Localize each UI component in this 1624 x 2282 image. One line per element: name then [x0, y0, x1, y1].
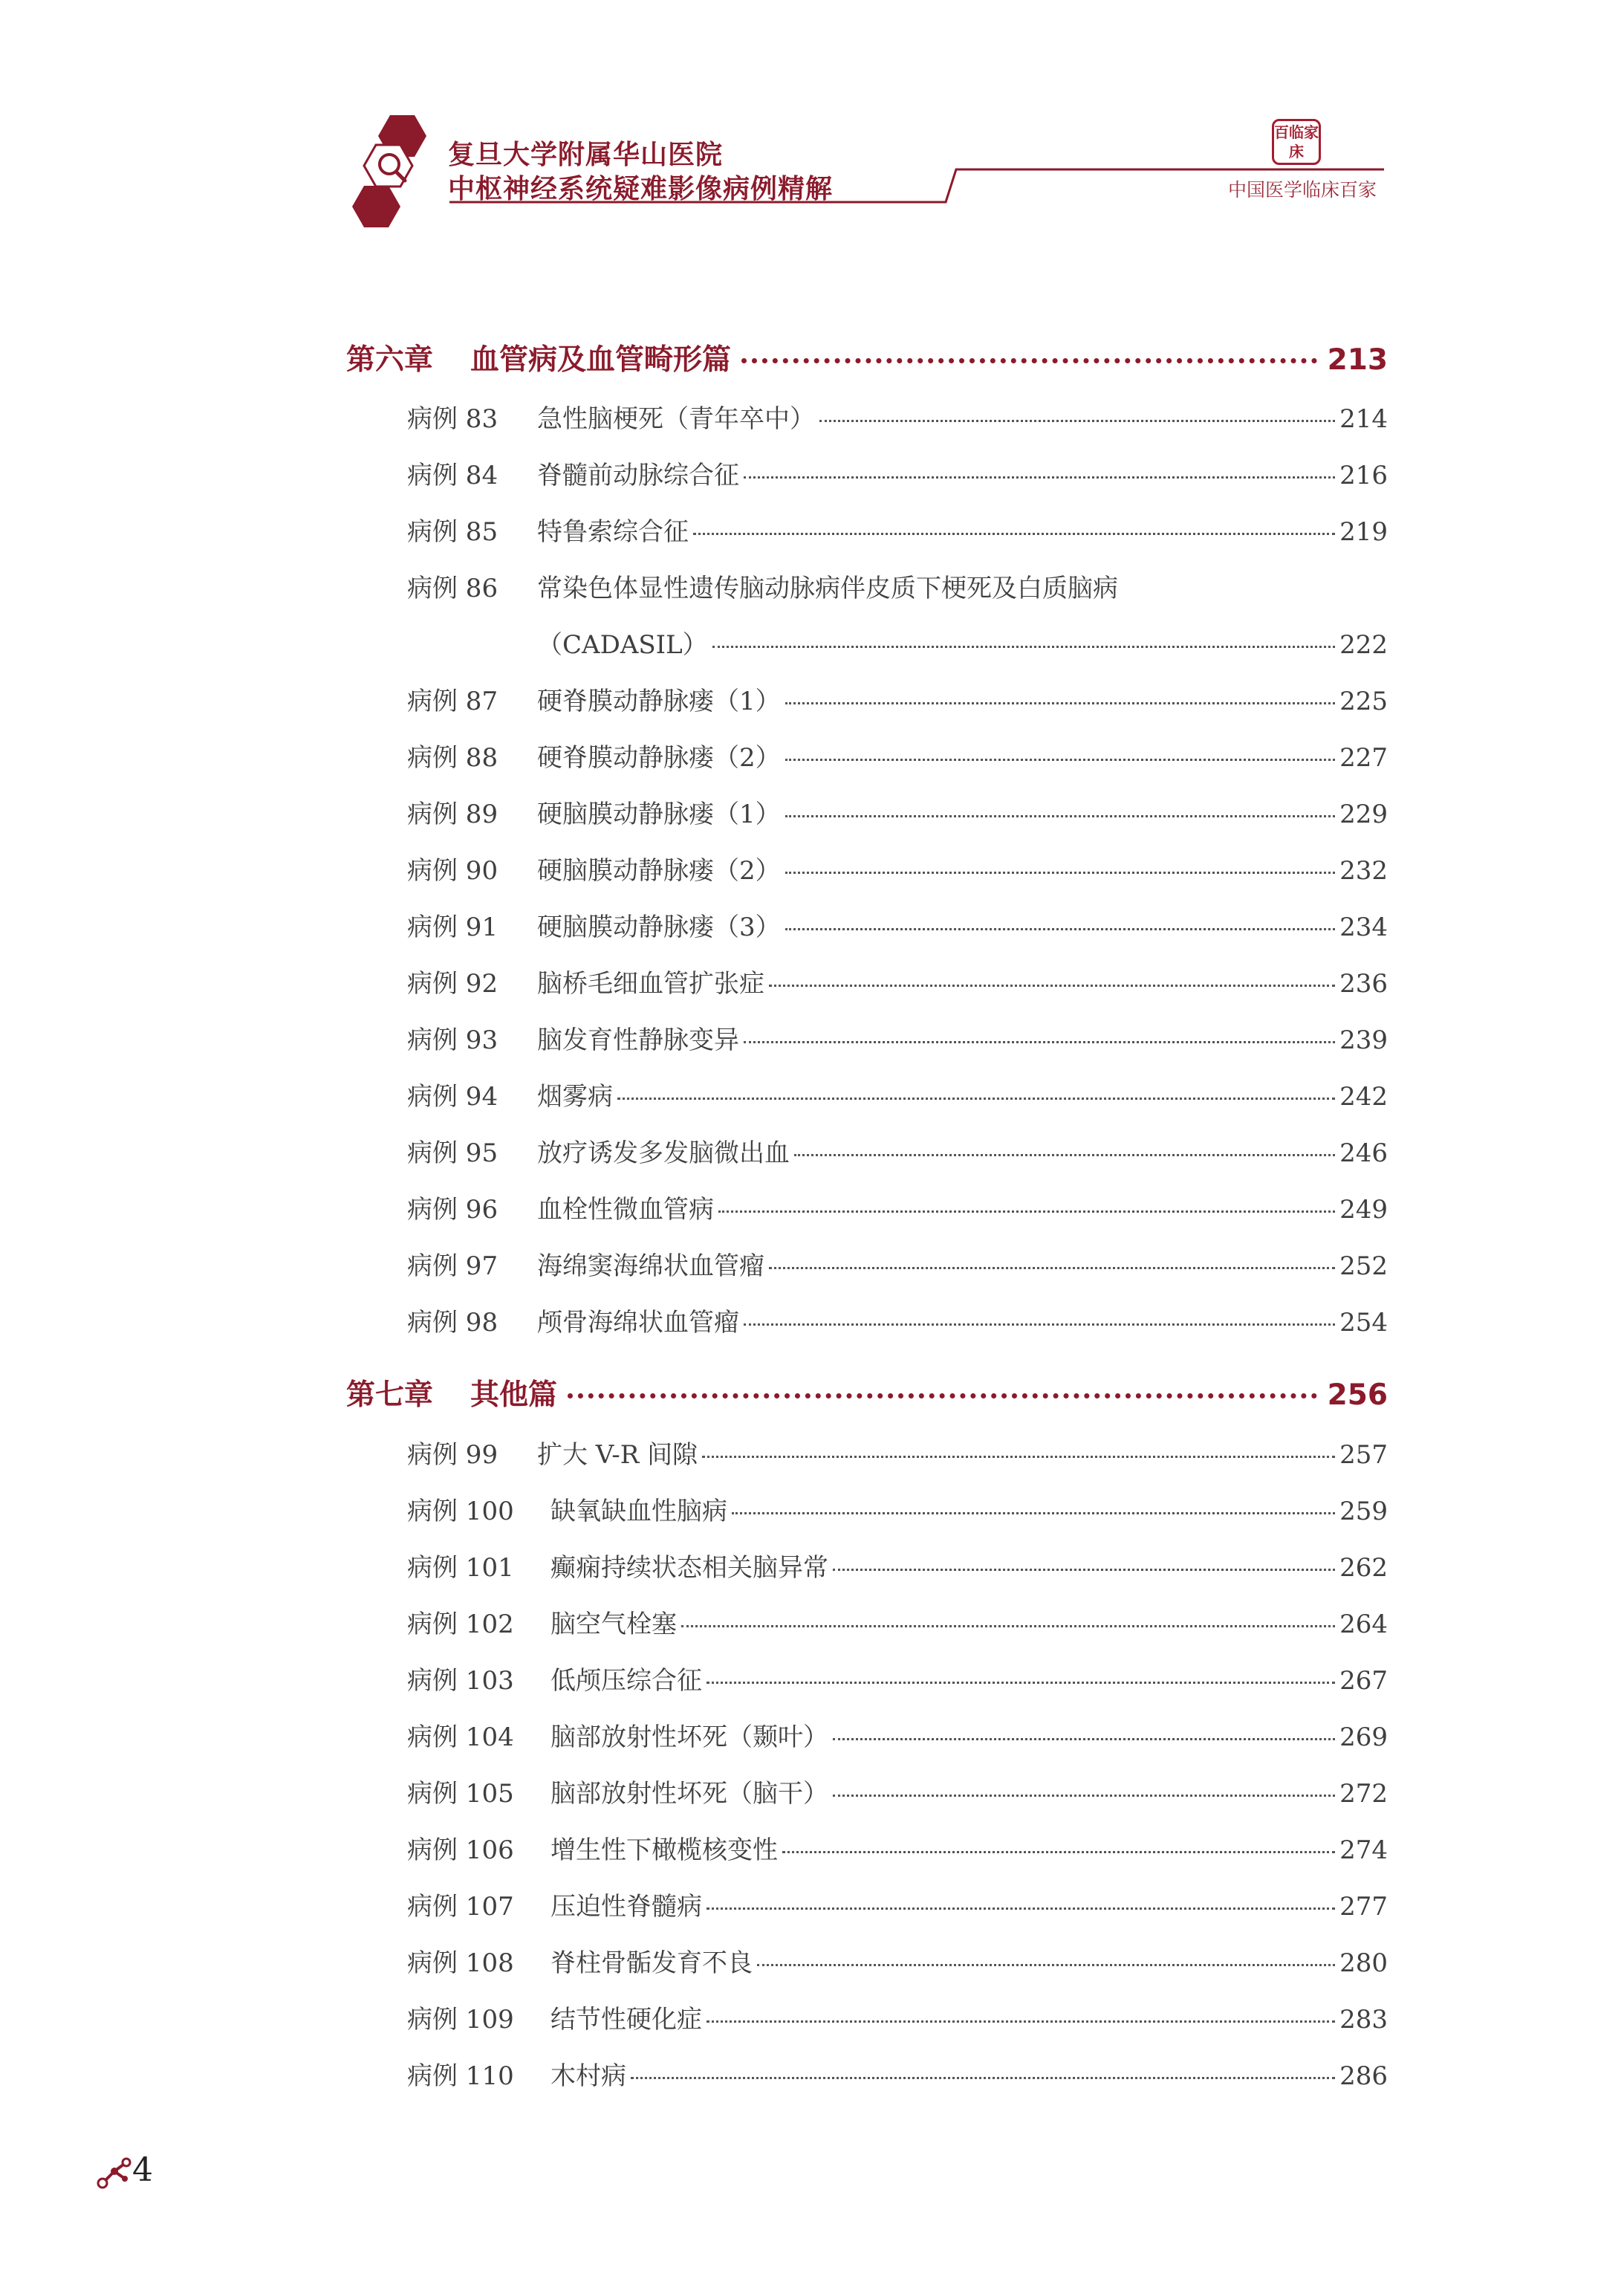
case-page: 249	[1339, 1195, 1388, 1225]
case-title: 硬脑膜动静脉瘘（1）	[537, 800, 781, 829]
case-title: 脑部放射性坏死（脑干）	[550, 1779, 828, 1809]
dot-leader	[741, 358, 1317, 363]
case-number: 病例 86	[407, 574, 498, 603]
dot-leader	[718, 1210, 1335, 1213]
case-number: 病例 93	[407, 1025, 498, 1055]
page-header	[0, 0, 1624, 238]
dot-leader	[782, 1851, 1335, 1853]
case-page: 214	[1339, 404, 1388, 434]
chapter-title: 其他篇	[470, 1378, 558, 1412]
toc-entry[interactable]	[407, 2055, 1388, 2091]
case-number: 病例 110	[407, 2061, 514, 2091]
case-page: 222	[1339, 630, 1388, 660]
dot-leader	[693, 533, 1335, 535]
case-number: 病例 98	[407, 1308, 498, 1338]
case-number: 病例 85	[407, 517, 498, 547]
case-page: 254	[1339, 1308, 1388, 1338]
case-number: 病例 89	[407, 800, 498, 829]
toc-chapter-7[interactable]	[346, 1372, 1388, 1413]
case-page: 232	[1339, 856, 1388, 886]
case-page: 252	[1339, 1251, 1388, 1281]
case-page: 286	[1339, 2061, 1388, 2091]
case-title: 放疗诱发多发脑微出血	[537, 1138, 790, 1168]
toc-chapter-6[interactable]	[346, 337, 1388, 378]
case-page: 229	[1339, 800, 1388, 829]
case-title: 急性脑梗死（青年卒中）	[537, 404, 815, 434]
case-number: 病例 100	[407, 1497, 514, 1526]
toc-entry[interactable]	[407, 1302, 1388, 1338]
case-number: 病例 88	[407, 743, 498, 773]
toc-entry[interactable]	[407, 907, 1388, 942]
case-page: 227	[1339, 743, 1388, 773]
case-page: 280	[1339, 1948, 1388, 1978]
case-number: 病例 83	[407, 404, 498, 434]
toc-entry[interactable]	[407, 1020, 1388, 1055]
dot-leader	[769, 1267, 1335, 1269]
dot-leader	[681, 1625, 1335, 1627]
case-number: 病例 92	[407, 969, 498, 999]
chapter-page: 256	[1327, 1378, 1388, 1412]
toc-entry[interactable]	[407, 455, 1388, 490]
toc-entry[interactable]	[407, 511, 1388, 547]
case-title: 硬脑膜动静脉瘘（2）	[537, 856, 781, 886]
case-title: 海绵窦海绵状血管瘤	[537, 1251, 764, 1281]
case-title: （CADASIL）	[537, 630, 708, 660]
toc-entry[interactable]	[407, 1604, 1388, 1639]
case-page: 262	[1339, 1553, 1388, 1583]
case-number: 病例 99	[407, 1440, 498, 1470]
case-number: 病例 105	[407, 1779, 514, 1809]
toc-entry[interactable]	[407, 1717, 1388, 1752]
case-title: 低颅压综合征	[550, 1666, 702, 1696]
dot-leader	[794, 1154, 1335, 1156]
case-title: 常染色体显性遗传脑动脉病伴皮质下梗死及白质脑病	[537, 574, 1118, 603]
toc-entry[interactable]	[407, 1189, 1388, 1225]
toc-entry[interactable]	[407, 1942, 1388, 1978]
case-page: 257	[1339, 1440, 1388, 1470]
dot-leader	[785, 872, 1335, 874]
toc-entry[interactable]	[407, 1547, 1388, 1583]
dot-leader	[744, 1323, 1335, 1326]
case-page: 239	[1339, 1025, 1388, 1055]
case-title: 木村病	[550, 2061, 626, 2091]
hexagon-magnifier-logo-icon	[349, 115, 453, 234]
case-title: 颅骨海绵状血管瘤	[537, 1308, 739, 1338]
toc-entry[interactable]	[407, 794, 1388, 829]
dot-leader	[833, 1738, 1335, 1740]
case-title: 脊柱骨骺发育不良	[550, 1948, 753, 1978]
case-number: 病例 108	[407, 1948, 514, 1978]
dot-leader	[769, 985, 1335, 987]
case-title: 脊髓前动脉综合征	[537, 461, 739, 490]
toc-entry[interactable]	[407, 681, 1388, 716]
toc-entry[interactable]	[407, 1434, 1388, 1470]
case-page: 242	[1339, 1082, 1388, 1112]
toc-entry[interactable]	[407, 963, 1388, 999]
case-title: 烟雾病	[537, 1082, 613, 1112]
case-title: 结节性硬化症	[550, 2005, 702, 2035]
case-title: 硬脊膜动静脉瘘（2）	[537, 743, 781, 773]
toc-entry[interactable]	[407, 1132, 1388, 1168]
case-number: 病例 87	[407, 687, 498, 716]
case-title: 增生性下橄榄核变性	[550, 1835, 778, 1865]
case-page: 267	[1339, 1666, 1388, 1696]
toc-entry[interactable]	[407, 1773, 1388, 1809]
case-title: 脑空气栓塞	[550, 1610, 677, 1639]
case-title: 癫痫持续状态相关脑异常	[550, 1553, 828, 1583]
case-number: 病例 95	[407, 1138, 498, 1168]
toc-entry[interactable]	[407, 1829, 1388, 1865]
series-name: 中国医学临床百家	[1228, 179, 1377, 201]
chapter-title: 血管病及血管畸形篇	[470, 343, 732, 377]
toc-entry[interactable]	[407, 1245, 1388, 1281]
toc-entry-continuation[interactable]	[537, 624, 1388, 660]
case-number: 病例 94	[407, 1082, 498, 1112]
dot-leader	[785, 759, 1335, 761]
toc-entry[interactable]	[407, 1076, 1388, 1112]
case-number: 病例 90	[407, 856, 498, 886]
case-title: 脑桥毛细血管扩张症	[537, 969, 764, 999]
molecule-icon	[95, 2155, 134, 2189]
case-page: 283	[1339, 2005, 1388, 2035]
toc-entry[interactable]	[407, 850, 1388, 886]
book-title: 中枢神经系统疑难影像病例精解	[448, 174, 834, 204]
dot-leader	[785, 702, 1335, 704]
toc-entry[interactable]	[407, 737, 1388, 773]
page-number: 4	[132, 2151, 153, 2189]
chapter-label: 第七章	[346, 1378, 434, 1412]
dot-leader	[631, 2077, 1335, 2079]
case-page: 274	[1339, 1835, 1388, 1865]
case-page: 246	[1339, 1138, 1388, 1168]
case-page: 264	[1339, 1610, 1388, 1639]
dot-leader	[785, 928, 1335, 930]
case-page: 259	[1339, 1497, 1388, 1526]
toc-entry[interactable]	[407, 1660, 1388, 1696]
case-page: 272	[1339, 1779, 1388, 1809]
chapter-page: 213	[1327, 343, 1388, 377]
toc-entry[interactable]	[407, 398, 1388, 434]
hospital-name: 复旦大学附属华山医院	[448, 140, 724, 170]
dot-leader	[707, 1907, 1335, 1910]
dot-leader	[819, 420, 1335, 422]
dot-leader	[744, 476, 1335, 479]
dot-leader	[757, 1964, 1335, 1966]
dot-leader	[568, 1393, 1317, 1398]
case-number: 病例 109	[407, 2005, 514, 2035]
dot-leader	[617, 1098, 1335, 1100]
dot-leader	[833, 1569, 1335, 1571]
case-title: 脑部放射性坏死（颞叶）	[550, 1722, 828, 1752]
toc-entry[interactable]	[407, 1886, 1388, 1922]
case-number: 病例 96	[407, 1195, 498, 1225]
dot-leader	[702, 1456, 1335, 1458]
case-title: 扩大 V-R 间隙	[537, 1440, 698, 1470]
case-title: 脑发育性静脉变异	[537, 1025, 739, 1055]
case-number: 病例 103	[407, 1666, 514, 1696]
case-number: 病例 101	[407, 1553, 514, 1583]
dot-leader	[785, 815, 1335, 817]
case-page: 234	[1339, 913, 1388, 942]
case-title: 压迫性脊髓病	[550, 1892, 702, 1922]
case-page: 225	[1339, 687, 1388, 716]
case-page: 219	[1339, 517, 1388, 547]
case-number: 病例 91	[407, 913, 498, 942]
series-seal-logo: 百临家床	[1272, 119, 1321, 165]
dot-leader	[833, 1795, 1335, 1797]
dot-leader	[732, 1512, 1335, 1514]
dot-leader	[707, 2020, 1335, 2023]
toc-entry[interactable]	[407, 1491, 1388, 1526]
case-page: 277	[1339, 1892, 1388, 1922]
case-number: 病例 106	[407, 1835, 514, 1865]
case-number: 病例 84	[407, 461, 498, 490]
case-page: 236	[1339, 969, 1388, 999]
case-title: 硬脑膜动静脉瘘（3）	[537, 913, 781, 942]
case-page: 216	[1339, 461, 1388, 490]
case-title: 硬脊膜动静脉瘘（1）	[537, 687, 781, 716]
chapter-label: 第六章	[346, 343, 434, 377]
dot-leader	[707, 1682, 1335, 1684]
case-title: 特鲁索综合征	[537, 517, 689, 547]
case-number: 病例 104	[407, 1722, 514, 1752]
case-number: 病例 107	[407, 1892, 514, 1922]
case-number: 病例 102	[407, 1610, 514, 1639]
dot-leader	[712, 646, 1335, 648]
case-page: 269	[1339, 1722, 1388, 1752]
case-title: 血栓性微血管病	[537, 1195, 714, 1225]
toc-entry[interactable]	[407, 1999, 1388, 2035]
case-title: 缺氧缺血性脑病	[550, 1497, 727, 1526]
dot-leader	[744, 1041, 1335, 1043]
toc-entry[interactable]	[407, 568, 1388, 603]
case-number: 病例 97	[407, 1251, 498, 1281]
